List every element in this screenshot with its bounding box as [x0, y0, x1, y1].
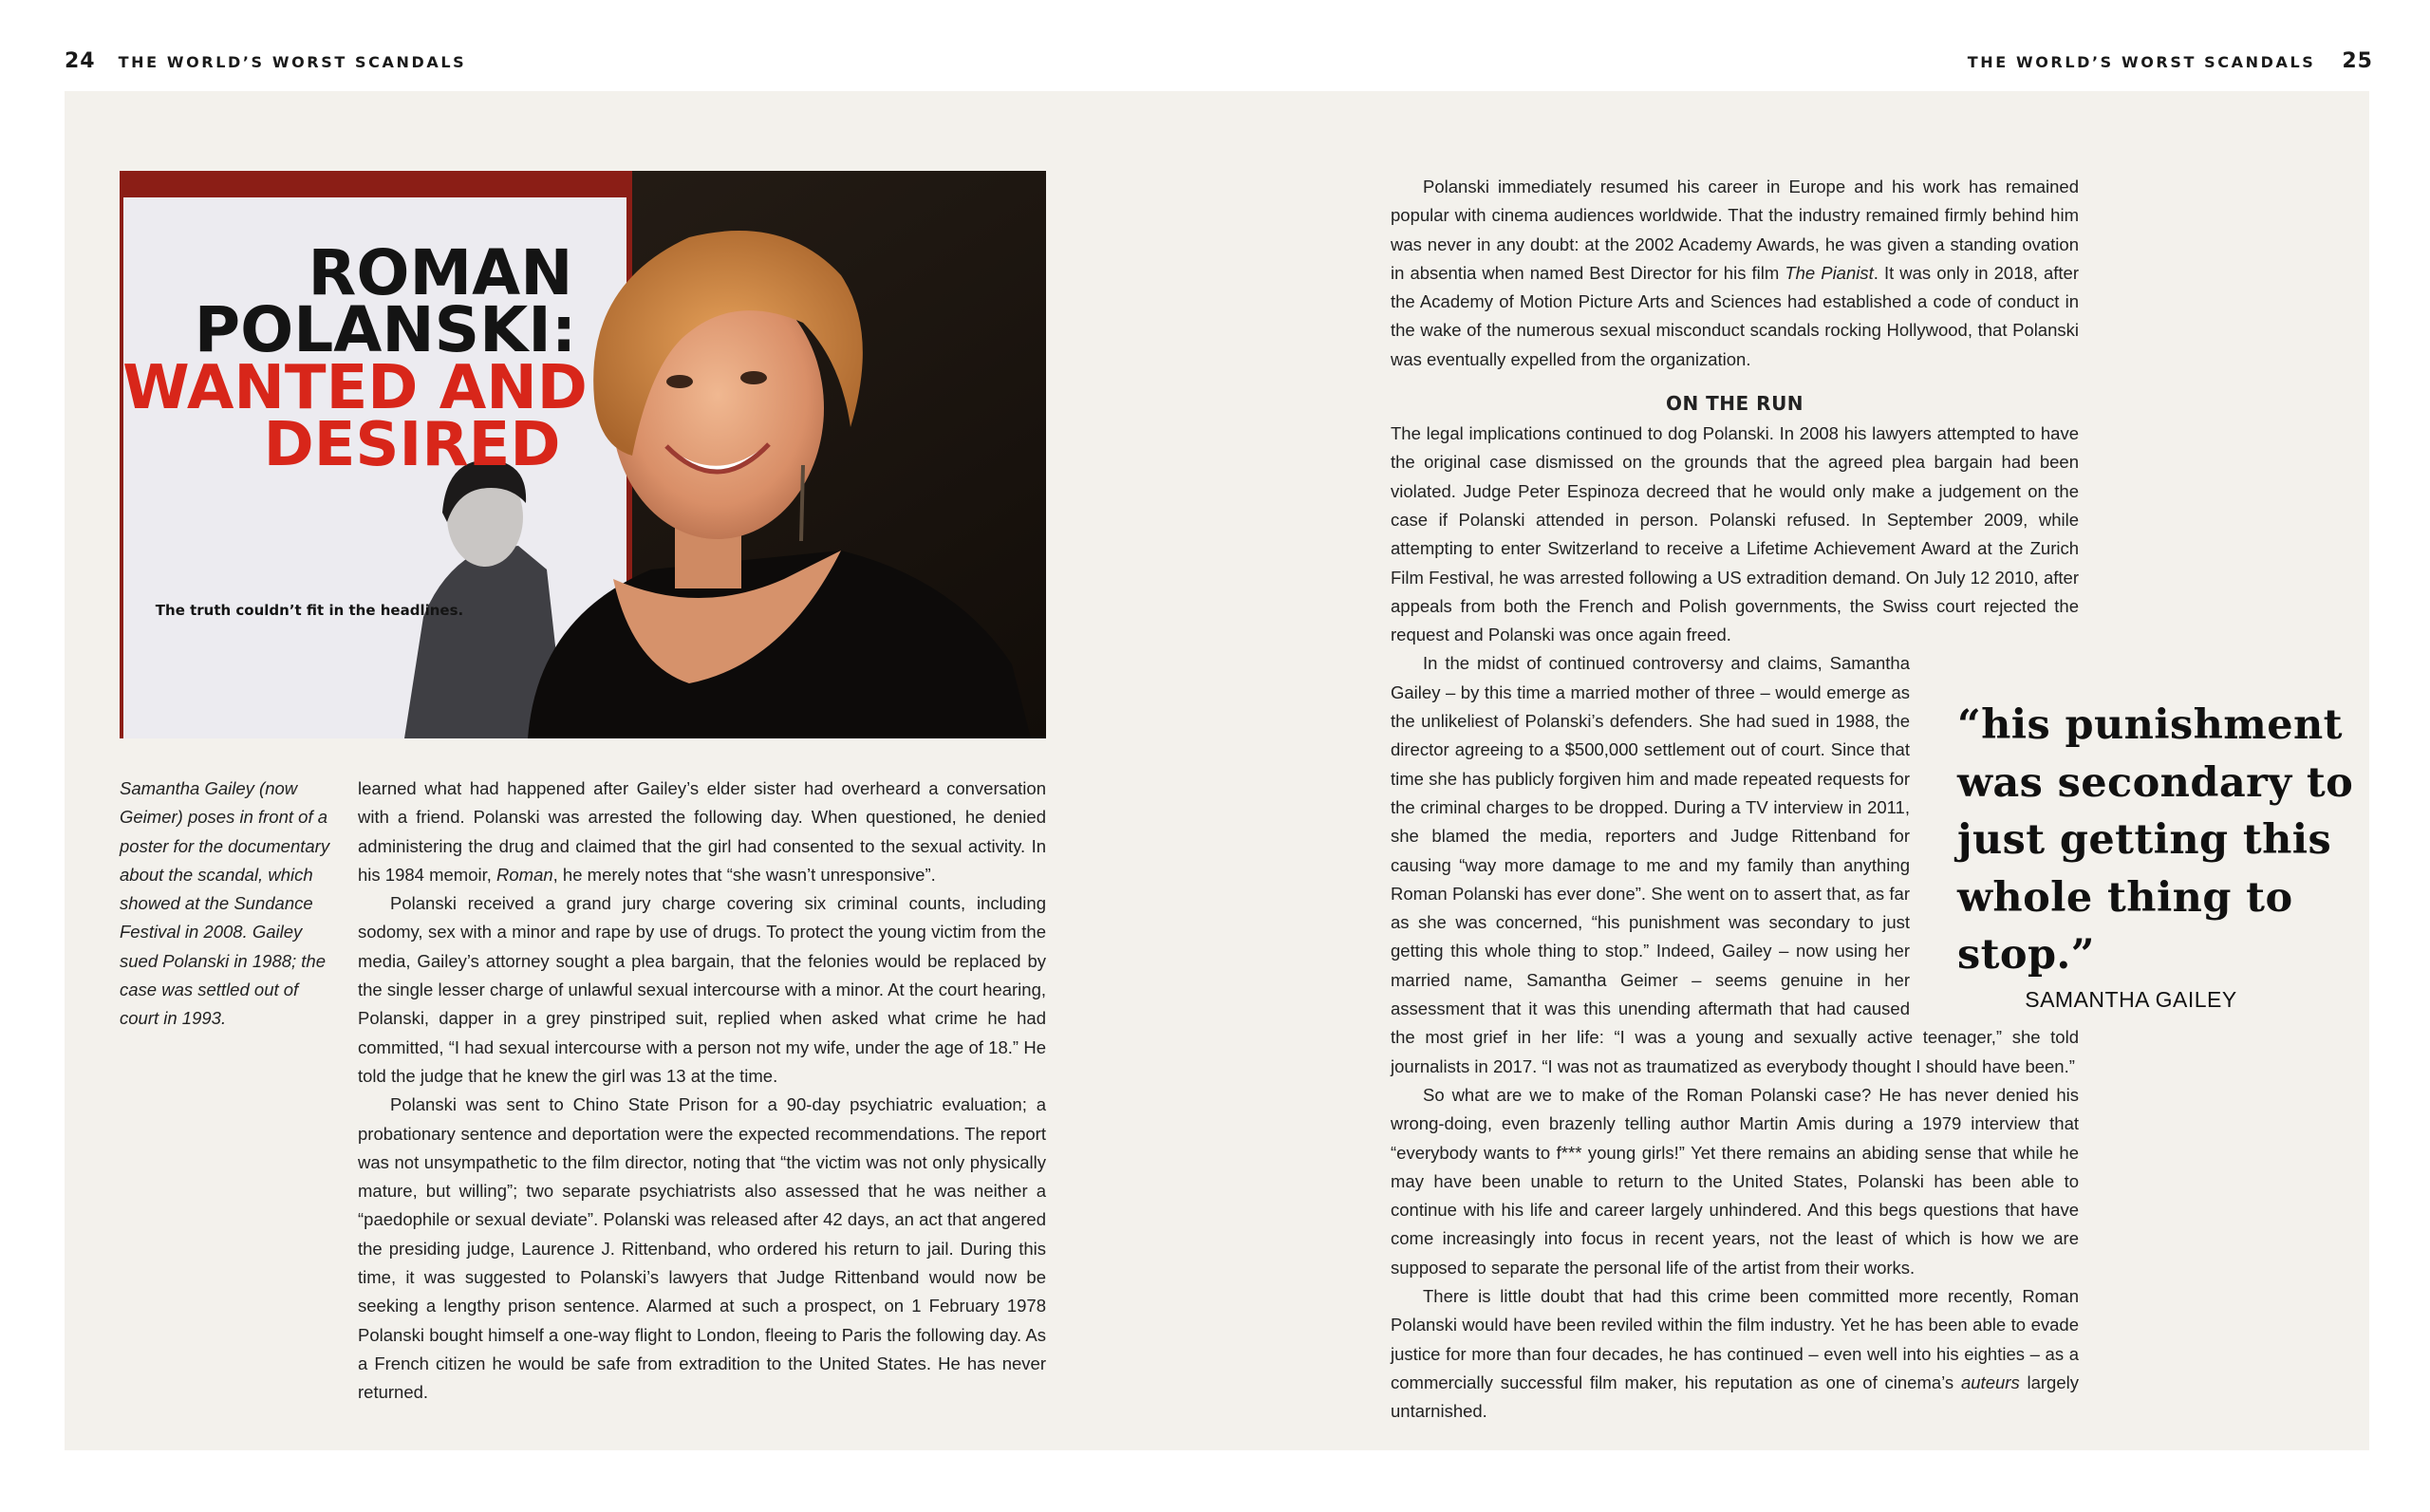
right-paragraph-1: Polanski immediately resumed his career in Europe and his work has remained popular with cinema audiences worldwide. That the industry remained firmly behind him was never in any doubt: at the 2002 Academy Awards, he was given a standing ovation in absentia when named Best Director for his film The Pianist. It was only in 2018, after the Academy of Motion Picture Arts and Sciences had established a code of conduct in the wake of the numerous sexual misconduct scandals rocking Hollywood, that Polanski was eventually expelled from the organization. [1391, 177, 2079, 369]
poster-tagline: The truth couldn’t fit in the headlines. [155, 602, 464, 619]
pull-quote: “his punishment was secondary to just getting this whole thing to stop.” [1957, 701, 2354, 979]
documentary-poster-photo [120, 171, 1046, 738]
right-paragraph-4: So what are we to make of the Roman Polanski case? He has never denied his wrong-doing, even brazenly telling author Martin Amis during a 1979 interview that “everybody wants to f*** young girls!” Yet there remains an abiding sense that while he may have been unable to return to the United States, Polanski has been able to continue with his life and career largely unhindered. And this begs questions that have come increasingly into focus in recent years, not the least of which is how we are supposed to separate the personal life of the artist from their works. [1391, 1084, 2079, 1278]
pull-quote-author: SAMANTHA GAILEY [2025, 987, 2237, 1012]
woman-right-eye [740, 371, 767, 384]
left-article-column [358, 775, 1046, 1408]
woman-earring [801, 465, 803, 541]
right-paragraph-3: In the midst of continued controversy and claims, Samantha Gailey – by this time a married mother of three – would emerge as the unlikeliest of Polanski’s defenders. She had sued in 1988, the director agreeing to a $500,000 settlement out of court. Since that time she has publicly forgiven him and made repeated requests for the criminal charges to be dropped. During a TV interview in 2011, she blamed the media, reporters and Judge Rittenband for causing “way more damage to me and my family than anything Roman Polanski has ever done”. She went on to assert that, as far as she was concerned, “his punishment was secondary to just getting this whole thing to stop.” Indeed, Gailey – now using her married name, Samantha Geimer – seems genuine in her assessment that it was this unending aftermath that had caused the most grief in her life: “I was a young and sexually active teenager,” she told journalists in 2017. “I was not as traumatized as everybody thought I should have been.” [1391, 653, 2079, 1076]
poster-title-line3: WANTED AND [122, 353, 588, 423]
right-running-title: THE WORLD’S WORST SCANDALS [1967, 53, 2316, 71]
left-paragraph-2: Polanski received a grand jury charge covering six criminal counts, including sodomy, sex with a minor and rape by use of drugs. To protect the young victim from the media, Gailey’s attorney sought a plea bargain, that the felonies would be replaced by the single lesser charge of unlawful sexual intercourse with a minor. At the court hearing, Polanski, dapper in a grey pinstriped suit, replied when asked what crime he had committed, “I had sexual intercourse with a person not my wife, under the age of 18.” He told the judge that he knew the girl was 13 at the time. [358, 893, 1046, 1086]
poster-title-line1: ROMAN [308, 236, 573, 309]
woman-left-eye [666, 375, 693, 388]
left-running-title: THE WORLD’S WORST SCANDALS [118, 53, 467, 71]
photo-caption: Samantha Gailey (now Geimer) poses in front of a poster for the documentary about the scandal, which showed at the Sundance Festival in 2008. Gailey sued Polanski in 1988; the case was settled out of court in 1993. [120, 778, 330, 1029]
right-paragraph-2: The legal implications continued to dog Polanski. In 2008 his lawyers attempted to have the original case dismissed on the grounds that the agreed plea bargain had been violated. Judge Peter Espinoza decreed that he would only make a judgement on the case if Polanski attended in person. Polanski refused. In September 2009, while attempting to enter Switzerland to receive a Lifetime Achievement Award at the Zurich Film Festival, he was arrested following a US extradition demand. On July 12 2010, after appeals from both the French and Polish governments, the Swiss court rejected the request and Polanski was once again freed. [1391, 423, 2079, 645]
left-paragraph-1: learned what had happened after Gailey’s elder sister had overheard a conversation with a friend. Polanski was arrested the following day. When questioned, he denied administering the drug and claimed that the girl had consented to the sexual activity. In his 1984 memoir, Roman, he merely notes that “she wasn’t unresponsive”. [358, 778, 1046, 885]
poster-title-line2: POLANSKI: [194, 293, 577, 366]
left-page-header [65, 49, 466, 73]
poster-title-line4: DESIRED [263, 410, 561, 480]
left-page-number: 24 [65, 49, 96, 73]
right-page-number: 25 [2342, 49, 2373, 73]
right-page-header [1968, 49, 2373, 73]
section-subhead: ON THE RUN [1665, 392, 1804, 416]
right-paragraph-5: There is little doubt that had this crime been committed more recently, Roman Polanski would have been reviled within the film industry. Yet he has been able to evade justice for more than four decades, he has continued – even well into his eighties – as a commercially successful film maker, his reputation as one of cinema’s auteurs largely untarnished. [1391, 1285, 2079, 1422]
left-paragraph-3: Polanski was sent to Chino State Prison for a 90-day psychiatric evaluation; a probationary sentence and deportation were the expected recommendations. The report was not unsympathetic to the film director, noting that “the victim was not only physically mature, but willing”; two separate psychiatrists also assessed that he was neither a “paedophile or sexual deviate”. Polanski was released after 42 days, an act that angered the presiding judge, Laurence J. Rittenband, who ordered his return to jail. During this time, it was suggested to Polanski’s lawyers that Judge Rittenband would now be seeking a lengthy prison sentence. Alarmed at such a prospect, on 1 February 1978 Polanski bought himself a one-way flight to London, fleeing to Paris the following day. As a French citizen he would be safe from extradition to the United States. He has never returned. [358, 1094, 1046, 1403]
photo-illustration [120, 171, 1046, 738]
